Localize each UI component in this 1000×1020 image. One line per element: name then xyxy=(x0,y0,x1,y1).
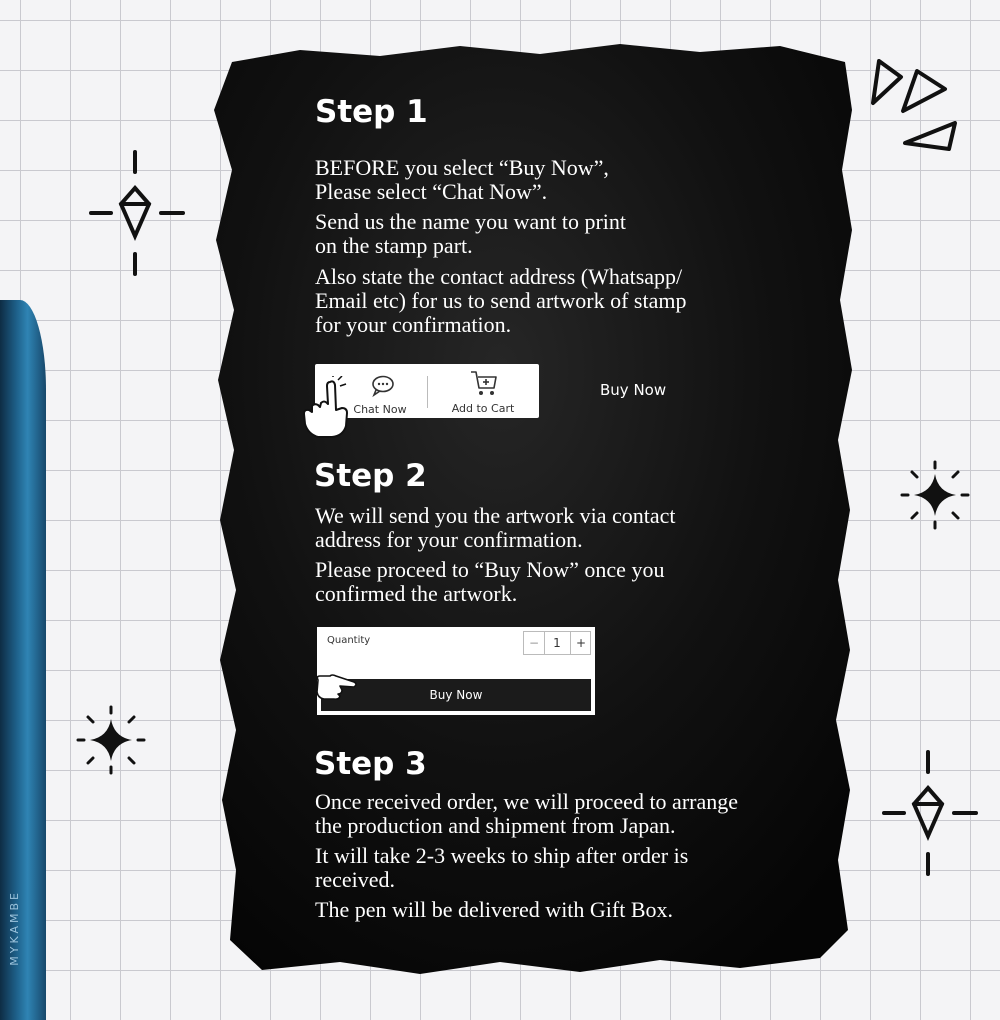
chat-bubble-icon xyxy=(367,374,395,398)
quantity-label: Quantity xyxy=(327,635,371,646)
divider xyxy=(427,376,428,408)
step1-paragraph-2 xyxy=(315,210,626,258)
step1-line: Email etc) for us to send artwork of stamp xyxy=(315,288,687,313)
step2-title: Step 2 xyxy=(314,458,427,494)
step3-line: Once received order, we will proceed to arrange xyxy=(315,789,739,814)
step3-line: The pen will be delivered with Gift Box. xyxy=(315,897,674,922)
step1-line: BEFORE you select “Buy Now”, xyxy=(315,155,609,180)
pointing-hand-icon xyxy=(314,672,358,702)
quantity-plus-button[interactable]: + xyxy=(570,632,591,654)
step2-line: address for your confirmation. xyxy=(315,527,583,552)
add-to-cart-label: Add to Cart xyxy=(451,402,515,415)
step2-paragraph-2 xyxy=(315,558,664,606)
step3-title: Step 3 xyxy=(314,746,427,782)
step1-title: Step 1 xyxy=(315,94,428,130)
step1-paragraph-1 xyxy=(315,156,609,204)
quantity-stepper[interactable] xyxy=(523,631,591,655)
pen-brand-text: MYKAMBE xyxy=(8,890,21,966)
step3-paragraph-3 xyxy=(315,898,673,922)
pointing-hand-icon xyxy=(300,376,350,440)
buy-now-button[interactable]: Buy Now xyxy=(600,381,667,399)
step3-line: the production and shipment from Japan. xyxy=(315,813,676,838)
quantity-panel xyxy=(317,627,595,715)
step2-paragraph-1 xyxy=(315,504,676,552)
cart-icon xyxy=(469,369,499,397)
step3-paragraph-1 xyxy=(315,790,738,838)
step3-line: received. xyxy=(315,867,395,892)
step3-paragraph-2 xyxy=(315,844,688,892)
add-to-cart-button[interactable] xyxy=(441,369,525,415)
quantity-value: 1 xyxy=(553,636,561,650)
step1-paragraph-3 xyxy=(315,265,686,337)
step1-line: Send us the name you want to print xyxy=(315,209,627,234)
step1-line: for your confirmation. xyxy=(315,312,512,337)
quantity-minus-button[interactable]: − xyxy=(524,632,545,654)
step2-line: We will send you the artwork via contact xyxy=(315,503,676,528)
buy-now-bar-button[interactable]: Buy Now xyxy=(321,679,591,711)
step2-line: Please proceed to “Buy Now” once you xyxy=(315,557,665,582)
step1-line: on the stamp part. xyxy=(315,233,473,258)
step1-line: Also state the contact address (Whatsapp/ xyxy=(315,264,683,289)
step3-line: It will take 2-3 weeks to ship after order is xyxy=(315,843,689,868)
chat-now-label: Chat Now xyxy=(353,403,407,416)
step2-line: confirmed the artwork. xyxy=(315,581,518,606)
step1-line: Please select “Chat Now”. xyxy=(315,179,548,204)
